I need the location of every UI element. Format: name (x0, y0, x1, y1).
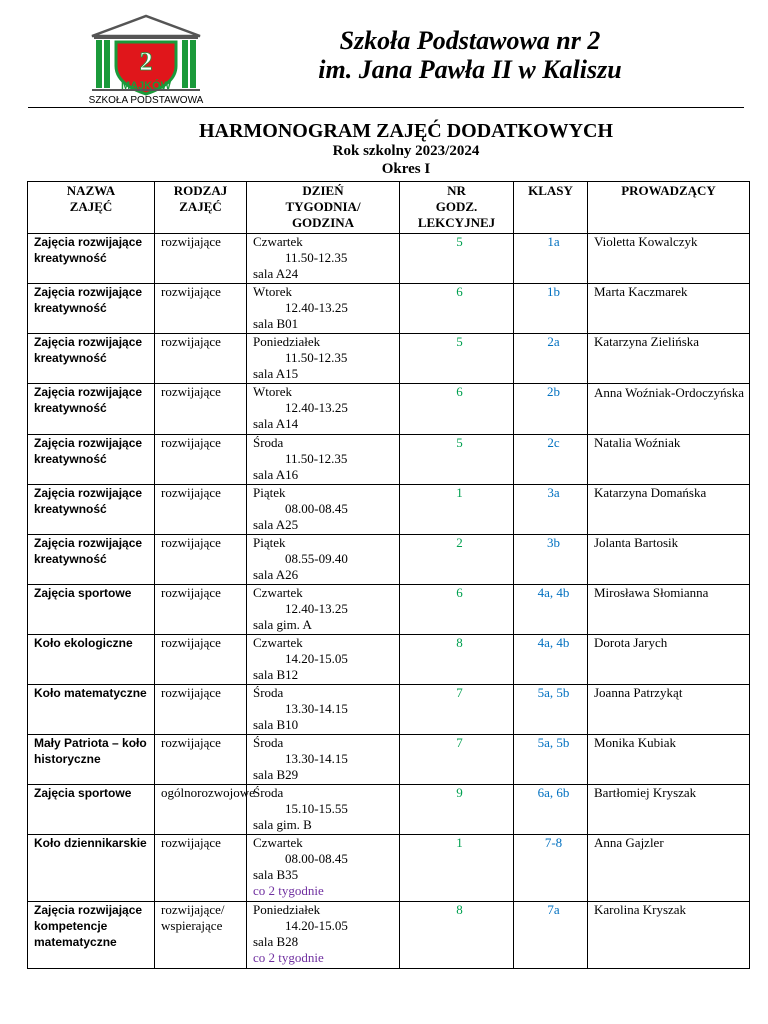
activity-time (247, 685, 400, 735)
activity-kind: rozwijające (155, 835, 247, 902)
room: sala gim. B (253, 817, 312, 832)
document-header (0, 0, 768, 110)
teacher: Karolina Kryszak (588, 902, 750, 969)
classes: 6a, 6b (514, 785, 588, 835)
teacher: Marta Kaczmarek (588, 284, 750, 334)
classes: 7-8 (514, 835, 588, 902)
activity-name: Zajęcia rozwijające kreatywność (28, 485, 155, 535)
logo-name: MAJKÓW (120, 80, 172, 92)
room: sala B35 (253, 867, 299, 882)
teacher: Violetta Kowalczyk (588, 234, 750, 284)
activity-time (247, 234, 400, 284)
day-of-week: Czwartek (253, 585, 303, 600)
col-header-lesson (400, 182, 514, 234)
table-row (28, 785, 750, 835)
activity-name: Zajęcia rozwijające kreatywność (28, 535, 155, 585)
col-header-line: LEKCYJNEJ (417, 215, 496, 230)
header-divider (28, 107, 744, 108)
day-of-week: Czwartek (253, 234, 303, 249)
table-row (28, 435, 750, 485)
activity-time (247, 334, 400, 384)
teacher: Dorota Jarych (588, 635, 750, 685)
school-name-line1: Szkoła Podstawowa nr 2 (339, 26, 601, 55)
col-header-line: KLASY (528, 183, 573, 198)
activity-name: Zajęcia rozwijające kreatywność (28, 435, 155, 485)
school-name (270, 26, 670, 84)
activity-name: Zajęcia sportowe (28, 785, 155, 835)
activity-time (247, 435, 400, 485)
room: sala B10 (253, 717, 299, 732)
teacher: Joanna Patrzykąt (588, 685, 750, 735)
teacher: Anna Gajzler (588, 835, 750, 902)
activity-kind: ogólnorozwojowe (155, 785, 247, 835)
table-row (28, 902, 750, 969)
col-header-teacher (588, 182, 750, 234)
activity-name: Zajęcia rozwijające kreatywność (28, 234, 155, 284)
lesson-number: 6 (400, 284, 514, 334)
activity-kind: rozwijające (155, 284, 247, 334)
activity-time (247, 284, 400, 334)
activity-time (247, 485, 400, 535)
activity-time (247, 585, 400, 635)
time-range: 12.40-13.25 (285, 601, 348, 616)
classes: 3a (514, 485, 588, 535)
lesson-number: 9 (400, 785, 514, 835)
activity-name: Koło dziennikarskie (28, 835, 155, 902)
teacher: Jolanta Bartosik (588, 535, 750, 585)
day-of-week: Piątek (253, 535, 286, 550)
activity-time (247, 735, 400, 785)
activity-time (247, 785, 400, 835)
logo-subtitle: SZKOŁA PODSTAWOWA (88, 95, 204, 106)
table-row (28, 485, 750, 535)
activity-name: Zajęcia rozwijające kreatywność (28, 284, 155, 334)
classes: 7a (514, 902, 588, 969)
teacher: Bartłomiej Kryszak (588, 785, 750, 835)
room: sala A26 (253, 567, 299, 582)
time-range: 12.40-13.25 (285, 300, 348, 315)
day-of-week: Czwartek (253, 835, 303, 850)
time-range: 08.55-09.40 (285, 551, 348, 566)
time-range: 14.20-15.05 (285, 918, 348, 933)
day-of-week: Wtorek (253, 284, 292, 299)
activity-time (247, 384, 400, 435)
time-range: 14.20-15.05 (285, 651, 348, 666)
time-range: 11.50-12.35 (285, 250, 348, 265)
lesson-number: 5 (400, 435, 514, 485)
classes: 5a, 5b (514, 735, 588, 785)
frequency-note: co 2 tygodnie (253, 950, 324, 965)
classes: 2a (514, 334, 588, 384)
table-row (28, 635, 750, 685)
table-row (28, 284, 750, 334)
lesson-number: 5 (400, 234, 514, 284)
day-of-week: Poniedziałek (253, 902, 321, 917)
col-header-line: GODZ. (435, 199, 478, 214)
time-range: 11.50-12.35 (285, 451, 348, 466)
activity-name: Zajęcia rozwijające kompetencje matematyczne (28, 902, 155, 969)
col-header-when (247, 182, 400, 234)
classes: 5a, 5b (514, 685, 588, 735)
room: sala A24 (253, 266, 299, 281)
room: sala A15 (253, 366, 299, 381)
day-of-week: Środa (253, 735, 284, 750)
lesson-number: 1 (400, 485, 514, 535)
table-row (28, 585, 750, 635)
activity-kind: rozwijające (155, 384, 247, 435)
activity-time (247, 835, 400, 902)
classes: 4a, 4b (514, 585, 588, 635)
day-of-week: Środa (253, 435, 284, 450)
time-range: 08.00-08.45 (285, 501, 348, 516)
activity-time (247, 902, 400, 969)
room: sala B28 (253, 934, 299, 949)
activity-kind: rozwijające (155, 585, 247, 635)
lesson-number: 7 (400, 685, 514, 735)
col-header-classes (514, 182, 588, 234)
classes: 2c (514, 435, 588, 485)
col-header-line: TYGODNIA/ (285, 199, 361, 214)
teacher: Natalia Woźniak (588, 435, 750, 485)
room: sala B29 (253, 767, 299, 782)
room: sala gim. A (253, 617, 312, 632)
schedule-table (27, 181, 750, 969)
time-range: 12.40-13.25 (285, 400, 348, 415)
lesson-number: 6 (400, 384, 514, 435)
activity-time (247, 635, 400, 685)
col-header-line: ZAJĘĆ (179, 199, 222, 214)
room: sala B01 (253, 316, 299, 331)
table-row (28, 384, 750, 435)
activity-kind: rozwijające (155, 635, 247, 685)
lesson-number: 8 (400, 635, 514, 685)
col-header-line: DZIEŃ (302, 183, 344, 198)
activity-name: Koło ekologiczne (28, 635, 155, 685)
document-titles (0, 119, 768, 178)
classes: 3b (514, 535, 588, 585)
table-row (28, 234, 750, 284)
activity-kind: rozwijające (155, 535, 247, 585)
classes: 2b (514, 384, 588, 435)
time-range: 11.50-12.35 (285, 350, 348, 365)
activity-kind: rozwijające/ wspierające (155, 902, 247, 969)
school-name-line2: im. Jana Pawła II w Kaliszu (318, 55, 622, 84)
table-row (28, 835, 750, 902)
col-header-line: NR (447, 183, 466, 198)
day-of-week: Czwartek (253, 635, 303, 650)
teacher: Anna Woźniak-Ordoczyńska (588, 384, 750, 435)
activity-kind: rozwijające (155, 685, 247, 735)
table-row (28, 735, 750, 785)
lesson-number: 5 (400, 334, 514, 384)
time-range: 15.10-15.55 (285, 801, 348, 816)
activity-kind: rozwijające (155, 334, 247, 384)
room: sala B12 (253, 667, 299, 682)
logo-number: 2 (139, 47, 153, 76)
time-range: 08.00-08.45 (285, 851, 348, 866)
classes: 4a, 4b (514, 635, 588, 685)
activity-name: Zajęcia rozwijające kreatywność (28, 384, 155, 435)
classes: 1a (514, 234, 588, 284)
school-year: Rok szkolny 2023/2024 (332, 143, 480, 159)
activity-name: Mały Patriota – koło historyczne (28, 735, 155, 785)
classes: 1b (514, 284, 588, 334)
day-of-week: Wtorek (253, 384, 292, 399)
teacher: Katarzyna Domańska (588, 485, 750, 535)
col-header-line: GODZINA (291, 215, 355, 230)
term: Okres I (381, 161, 431, 177)
frequency-note: co 2 tygodnie (253, 883, 324, 898)
day-of-week: Środa (253, 785, 284, 800)
activity-kind: rozwijające (155, 485, 247, 535)
room: sala A14 (253, 416, 299, 431)
table-row (28, 535, 750, 585)
teacher: Katarzyna Zielińska (588, 334, 750, 384)
lesson-number: 6 (400, 585, 514, 635)
document-title: HARMONOGRAM ZAJĘĆ DODATKOWYCH (198, 120, 614, 142)
col-header-name (28, 182, 155, 234)
day-of-week: Środa (253, 685, 284, 700)
lesson-number: 2 (400, 535, 514, 585)
table-header-row (28, 182, 750, 234)
table-row (28, 334, 750, 384)
col-header-line: NAZWA (66, 183, 116, 198)
col-header-line: ZAJĘĆ (69, 199, 113, 214)
col-header-kind (155, 182, 247, 234)
col-header-line: PROWADZĄCY (621, 183, 716, 198)
lesson-number: 7 (400, 735, 514, 785)
day-of-week: Poniedziałek (253, 334, 321, 349)
activity-kind: rozwijające (155, 735, 247, 785)
activity-kind: rozwijające (155, 234, 247, 284)
time-range: 13.30-14.15 (285, 701, 348, 716)
lesson-number: 8 (400, 902, 514, 969)
teacher: Monika Kubiak (588, 735, 750, 785)
teacher: Mirosława Słomianna (588, 585, 750, 635)
activity-kind: rozwijające (155, 435, 247, 485)
room: sala A16 (253, 467, 299, 482)
table-row (28, 685, 750, 735)
school-logo (88, 14, 204, 108)
activity-name: Koło matematyczne (28, 685, 155, 735)
activity-name: Zajęcia rozwijające kreatywność (28, 334, 155, 384)
table-body (28, 234, 750, 969)
activity-time (247, 535, 400, 585)
day-of-week: Piątek (253, 485, 286, 500)
room: sala A25 (253, 517, 299, 532)
lesson-number: 1 (400, 835, 514, 902)
col-header-line: RODZAJ (173, 183, 228, 198)
activity-name: Zajęcia sportowe (28, 585, 155, 635)
time-range: 13.30-14.15 (285, 751, 348, 766)
